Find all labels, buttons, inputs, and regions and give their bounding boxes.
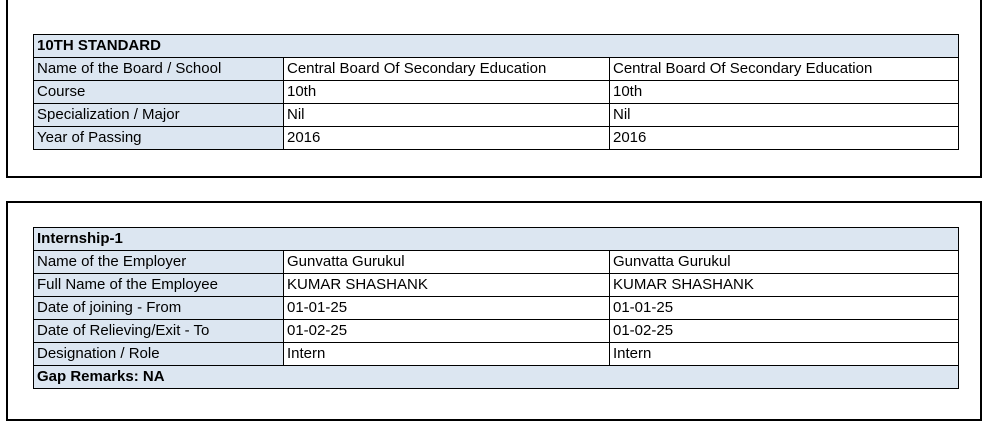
row-label: Name of the Board / School — [34, 58, 284, 81]
table-row — [34, 274, 959, 297]
section-title: Internship-1 — [34, 228, 959, 251]
table-row — [34, 58, 959, 81]
row-value: 10th — [610, 81, 959, 104]
table-header-row — [34, 228, 959, 251]
row-label: Name of the Employer — [34, 251, 284, 274]
row-value: 01-02-25 — [610, 320, 959, 343]
row-label: Full Name of the Employee — [34, 274, 284, 297]
row-value: Nil — [610, 104, 959, 127]
section-title: 10TH STANDARD — [34, 35, 959, 58]
row-label: Year of Passing — [34, 127, 284, 150]
row-value: Gunvatta Gurukul — [284, 251, 610, 274]
row-label: Course — [34, 81, 284, 104]
row-value: 2016 — [284, 127, 610, 150]
row-label: Specialization / Major — [34, 104, 284, 127]
row-label: Designation / Role — [34, 343, 284, 366]
row-value: 01-01-25 — [610, 297, 959, 320]
internship-panel — [6, 201, 982, 421]
row-value: 01-01-25 — [284, 297, 610, 320]
table-row — [34, 104, 959, 127]
table-row — [34, 127, 959, 150]
row-value: 2016 — [610, 127, 959, 150]
row-value: KUMAR SHASHANK — [284, 274, 610, 297]
row-value: Nil — [284, 104, 610, 127]
table-row — [34, 81, 959, 104]
row-label: Date of joining - From — [34, 297, 284, 320]
row-value: Intern — [284, 343, 610, 366]
table-row — [34, 251, 959, 274]
table-row — [34, 343, 959, 366]
gap-remarks: Gap Remarks: NA — [34, 366, 959, 389]
table-row — [34, 320, 959, 343]
row-label: Date of Relieving/Exit - To — [34, 320, 284, 343]
row-value: Gunvatta Gurukul — [610, 251, 959, 274]
row-value: Central Board Of Secondary Education — [284, 58, 610, 81]
row-value: KUMAR SHASHANK — [610, 274, 959, 297]
row-value: 10th — [284, 81, 610, 104]
row-value: 01-02-25 — [284, 320, 610, 343]
internship-table — [33, 227, 959, 389]
table-header-row — [34, 35, 959, 58]
row-value: Central Board Of Secondary Education — [610, 58, 959, 81]
table-footer-row — [34, 366, 959, 389]
education-panel — [6, 0, 982, 178]
row-value: Intern — [610, 343, 959, 366]
education-table — [33, 34, 959, 150]
table-row — [34, 297, 959, 320]
